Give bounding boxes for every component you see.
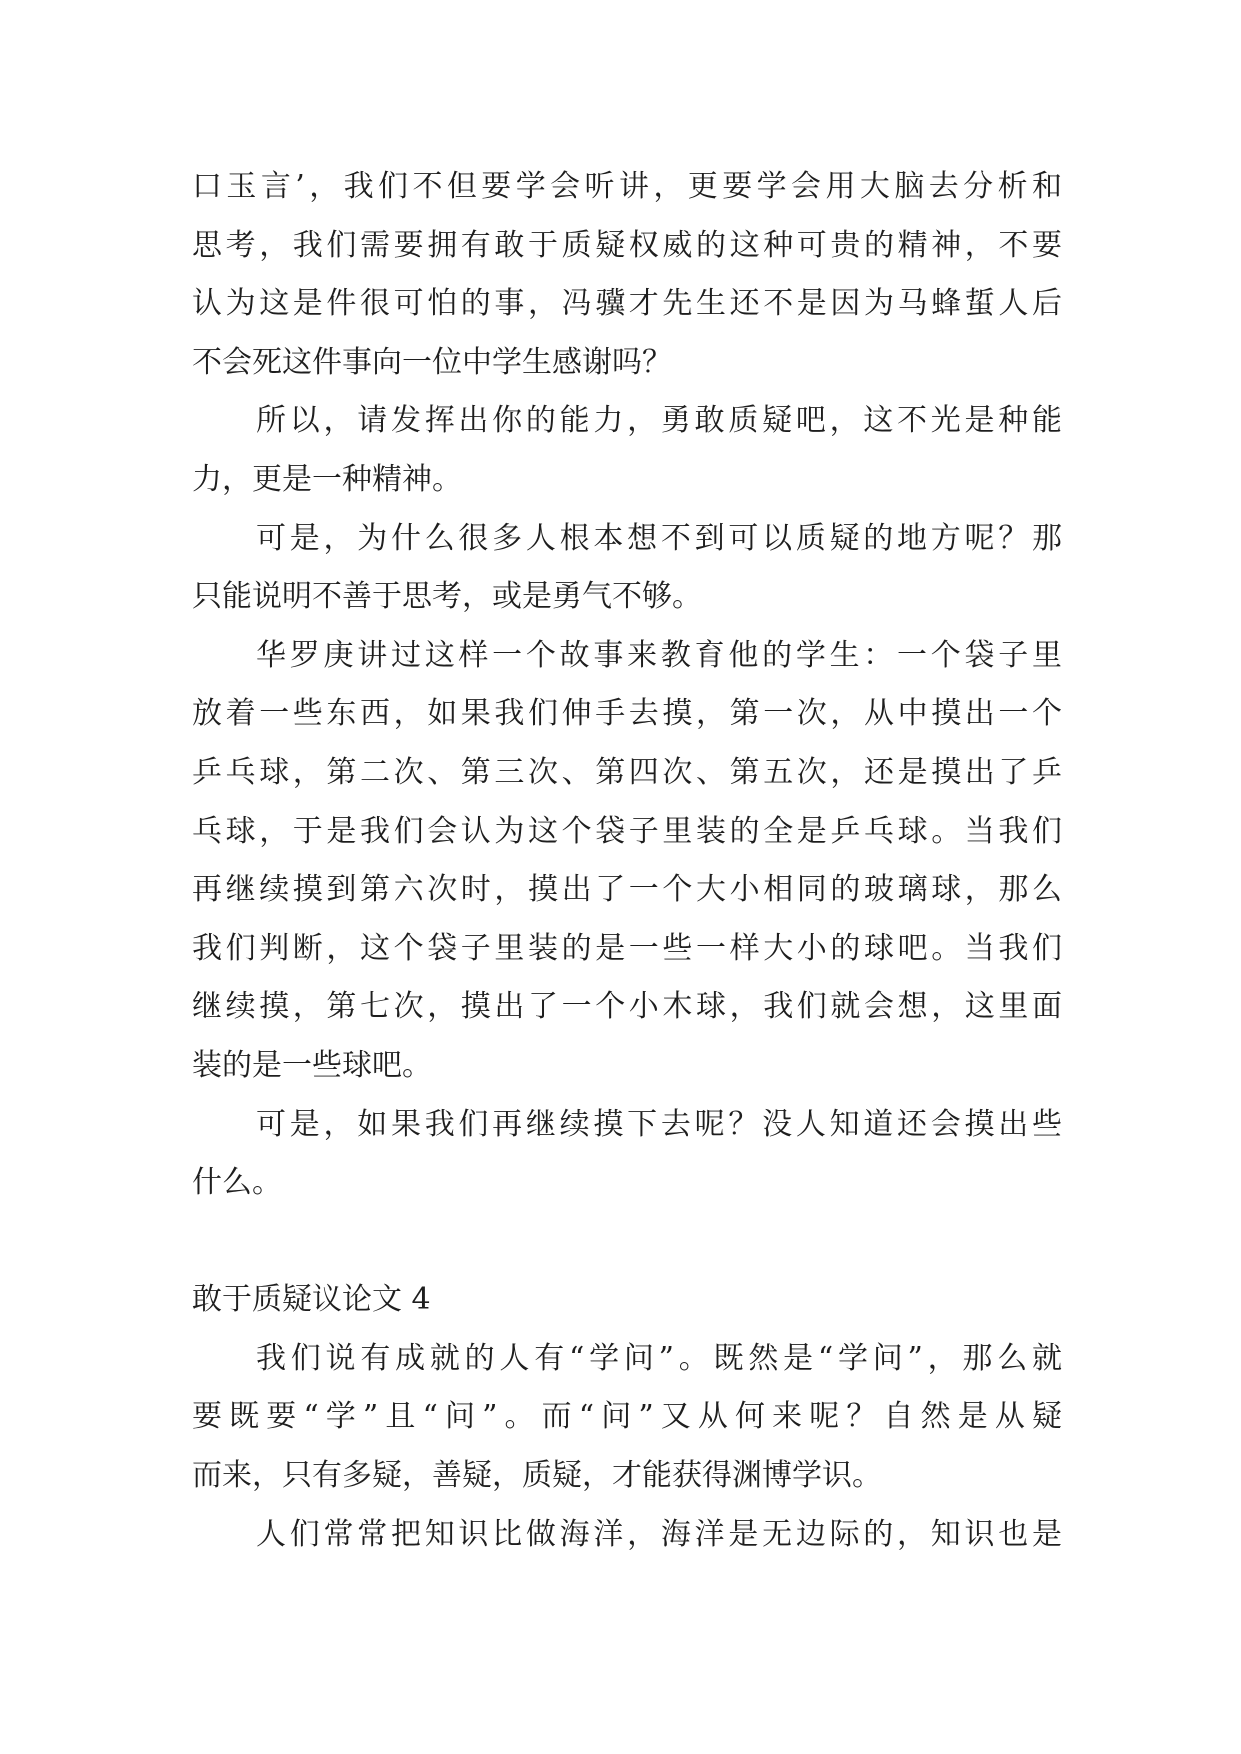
paragraph-line: 人们常常把知识比做海洋，海洋是无边际的，知识也是 bbox=[256, 1516, 1062, 1552]
text-line: 再继续摸到第六次时，摸出了一个大小相同的玻璃球，那么 bbox=[192, 872, 1062, 908]
paragraph-line: 华罗庚讲过这样一个故事来教育他的学生：一个袋子里 bbox=[256, 637, 1062, 673]
text-line: 乒乓球，第二次、第三次、第四次、第五次，还是摸出了乒 bbox=[192, 754, 1062, 790]
section-heading: 敢于质疑议论文 4 bbox=[192, 1282, 431, 1318]
paragraph-line: 可是，为什么很多人根本想不到可以质疑的地方呢？那 bbox=[256, 520, 1062, 556]
text-line: 思考，我们需要拥有敢于质疑权威的这种可贵的精神，不要 bbox=[192, 227, 1062, 263]
text-line: 我们判断，这个袋子里装的是一些一样大小的球吧。当我们 bbox=[192, 930, 1062, 966]
text-line: 认为这是件很可怕的事，冯骥才先生还不是因为马蜂蜇人后 bbox=[192, 286, 1062, 322]
paragraph-line: 可是，如果我们再继续摸下去呢？没人知道还会摸出些 bbox=[256, 1106, 1062, 1142]
text-line: 力，更是一种精神。 bbox=[192, 461, 462, 497]
text-line: 装的是一些球吧。 bbox=[192, 1047, 432, 1083]
text-line: 放着一些东西，如果我们伸手去摸，第一次，从中摸出一个 bbox=[192, 696, 1062, 732]
paragraph-line: 我们说有成就的人有“学问”。既然是“学问”，那么就 bbox=[256, 1340, 1062, 1376]
text-line: 不会死这件事向一位中学生感谢吗？ bbox=[192, 344, 672, 380]
paragraph-line: 所以，请发挥出你的能力，勇敢质疑吧，这不光是种能 bbox=[256, 403, 1062, 439]
blank-line bbox=[192, 1213, 1062, 1272]
text-line: 只能说明不善于思考，或是勇气不够。 bbox=[192, 579, 702, 615]
text-line: 乓球，于是我们会认为这个袋子里装的全是乒乓球。当我们 bbox=[192, 813, 1062, 849]
text-line: 继续摸，第七次，摸出了一个小木球，我们就会想，这里面 bbox=[192, 989, 1062, 1025]
text-line: 要既要“学”且“问”。而“问”又从何来呢？自然是从疑 bbox=[192, 1399, 1062, 1435]
text-line: 口玉言’，我们不但要学会听讲，更要学会用大脑去分析和 bbox=[192, 169, 1062, 204]
text-line: 而来，只有多疑，善疑，质疑，才能获得渊博学识。 bbox=[192, 1458, 882, 1494]
text-line: 什么。 bbox=[192, 1165, 282, 1201]
document-body bbox=[192, 158, 1062, 1564]
